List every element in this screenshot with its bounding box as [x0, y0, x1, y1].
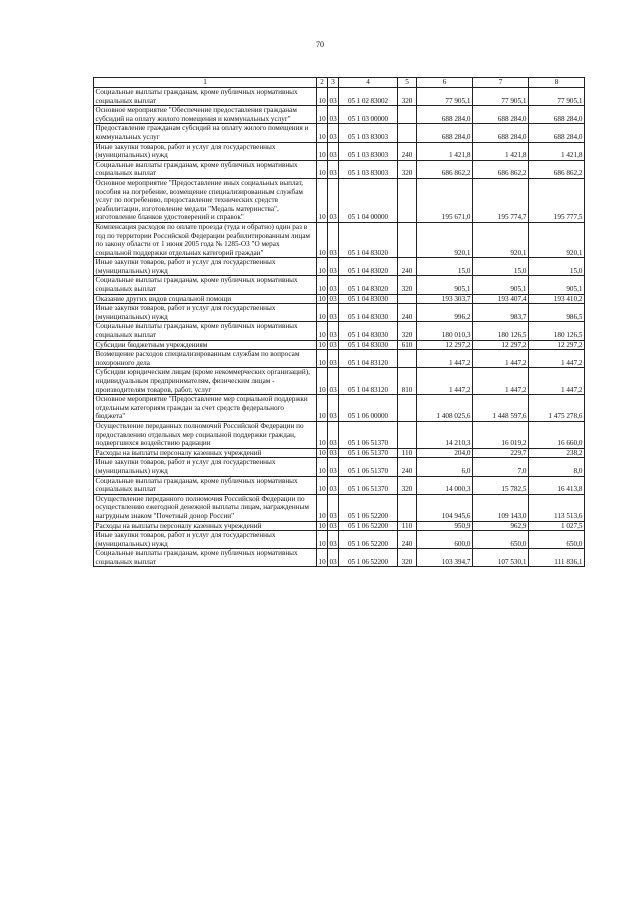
cell-section: 10: [317, 160, 328, 178]
cell-name: Иные закупки товаров, работ и услуг для государственных (муниципальных) нужд: [94, 531, 317, 549]
cell-name: Возмещение расходов специализированным службам по вопросам похоронного дела: [94, 350, 317, 368]
cell-expense-type: 320: [398, 322, 417, 340]
cell-name: Субсидии юридическим лицам (кроме некоммерческих организаций), индивидуальным предпринимателям, физическим лицам - производителям товаров, работ, услуг: [94, 368, 317, 395]
cell-section: 10: [317, 142, 328, 160]
cell-amount-2: 962,9: [473, 521, 529, 531]
table-row: [94, 368, 585, 395]
cell-target-article: 05 1 04 83020: [339, 276, 398, 294]
cell-amount-3: 986,5: [529, 304, 585, 322]
cell-section: 10: [317, 350, 328, 368]
cell-subsection: 03: [328, 88, 339, 106]
table-row: [94, 88, 585, 106]
cell-name: Основное мероприятие "Предоставление мер социальной поддержки отдельным категориям граждан за счет средств федерального бюджета": [94, 395, 317, 422]
cell-section: 10: [318, 340, 326, 349]
cell-section: 10: [317, 124, 328, 142]
cell-amount-3: 1 447,2: [529, 350, 585, 368]
table-row: [94, 124, 585, 142]
cell-subsection: 03: [328, 276, 339, 294]
cell-amount-3: 180 126,5: [529, 322, 585, 340]
cell-name: Компенсация расходов по оплате проезда (туда и обратно) один раз в год по территории Российской Федерации реабилитированным лицам по закону области от 1 июня 2005 года № 1285-ОЗ "О мерах социальной поддержки отдельных категорий граждан": [94, 222, 317, 257]
cell-amount-2: 109 143,0: [473, 494, 529, 521]
cell-expense-type: 320: [398, 476, 417, 494]
cell-amount-3: 12 297,2: [529, 340, 585, 350]
cell-amount-1: 686 862,2: [417, 160, 473, 178]
cell-name: Социальные выплаты гражданам, кроме публичных нормативных социальных выплат: [94, 549, 317, 567]
cell-amount-1: 6,0: [417, 458, 473, 476]
cell-target-article: 05 1 04 83020: [339, 258, 398, 276]
cell-amount-2: 15 782,5: [473, 476, 529, 494]
cell-target-article: 05 1 04 83030: [339, 340, 398, 350]
cell-amount-1: 1 408 025,6: [417, 395, 473, 422]
cell-target-article: 05 1 04 83030: [339, 294, 398, 304]
cell-amount-3: 1 475 278,6: [529, 395, 585, 422]
cell-section: 10: [317, 322, 328, 340]
cell-subsection: 03: [328, 106, 339, 124]
cell-section: 10: [317, 258, 328, 276]
cell-amount-1: 1 447,2: [417, 350, 473, 368]
cell-amount-2: 195 774,7: [473, 178, 529, 222]
cell-expense-type: 810: [398, 368, 417, 395]
cell-target-article: 05 1 06 51370: [339, 458, 398, 476]
cell-amount-3: 238,2: [529, 448, 585, 458]
cell-subsection: 03: [328, 350, 339, 368]
cell-amount-1: 104 945,6: [417, 494, 473, 521]
table-row: [94, 395, 585, 422]
cell-name: Осуществление переданных полномочий Российской Федерации по предоставлению отдельных мер социальной поддержки граждан, подвергшихся воздействию радиации: [94, 421, 317, 448]
cell-name: Основное мероприятие "Обеспечение предоставления гражданам субсидий на оплату жилого помещения и коммунальных услуг": [94, 106, 317, 124]
cell-expense-type: [398, 395, 417, 422]
cell-amount-2: 180 126,5: [473, 322, 529, 340]
cell-name: Социальные выплаты гражданам, кроме публичных нормативных социальных выплат: [94, 322, 317, 340]
table-row: [94, 142, 585, 160]
cell-subsection: 03: [328, 160, 339, 178]
cell-target-article: 05 1 06 51370: [339, 476, 398, 494]
cell-amount-2: 1 448 597,6: [473, 395, 529, 422]
cell-amount-1: 1 447,2: [417, 368, 473, 395]
cell-amount-1: 180 010,3: [417, 322, 473, 340]
cell-expense-type: 240: [398, 258, 417, 276]
cell-name: Социальные выплаты гражданам, кроме публичных нормативных социальных выплат: [94, 276, 317, 294]
cell-subsection: 03: [329, 294, 337, 303]
cell-target-article: 05 1 06 51370: [339, 448, 398, 458]
cell-amount-1: 15,0: [417, 258, 473, 276]
header-col-name: 1: [94, 78, 317, 88]
cell-subsection: 03: [328, 476, 339, 494]
cell-amount-2: 983,7: [473, 304, 529, 322]
cell-amount-2: 920,1: [473, 222, 529, 257]
cell-subsection: 03: [328, 395, 339, 422]
cell-amount-2: 1 447,2: [473, 368, 529, 395]
cell-expense-type: [398, 124, 417, 142]
cell-subsection: 03: [328, 142, 339, 160]
cell-amount-1: 600,0: [417, 531, 473, 549]
table-row: [94, 521, 585, 531]
cell-subsection: 03: [328, 421, 339, 448]
cell-section: 10: [317, 458, 328, 476]
cell-name: Иные закупки товаров, работ и услуг для государственных (муниципальных) нужд: [94, 304, 317, 322]
cell-target-article: 05 1 04 83030: [339, 322, 398, 340]
cell-amount-2: 229,7: [473, 448, 529, 458]
cell-name: Осуществление переданного полномочия Российской Федерации по осуществлению ежегодной денежной выплаты лицам, награжденным нагрудным знаком "Почетный донор России": [94, 494, 317, 521]
cell-amount-3: 688 284,0: [529, 106, 585, 124]
cell-amount-2: 7,0: [473, 458, 529, 476]
cell-subsection: 03: [329, 340, 337, 349]
cell-amount-2: 688 284,0: [473, 124, 529, 142]
cell-expense-type: [398, 294, 417, 304]
cell-target-article: 05 1 06 52200: [339, 521, 398, 531]
cell-amount-3: 113 513,6: [529, 494, 585, 521]
cell-amount-1: 12 297,2: [417, 340, 473, 350]
table-row: [94, 294, 585, 304]
cell-amount-3: 193 410,2: [529, 294, 585, 304]
cell-amount-3: 111 836,1: [529, 549, 585, 567]
cell-subsection: 03: [328, 178, 339, 222]
cell-amount-2: 905,1: [473, 276, 529, 294]
cell-section: 10: [317, 304, 328, 322]
cell-name: Иные закупки товаров, работ и услуг для государственных (муниципальных) нужд: [94, 258, 317, 276]
cell-amount-1: 905,1: [417, 276, 473, 294]
cell-section: 10: [317, 494, 328, 521]
header-col-amount-3: 8: [529, 78, 585, 88]
cell-subsection: 03: [328, 531, 339, 549]
cell-amount-2: 12 297,2: [473, 340, 529, 350]
table-row: [94, 531, 585, 549]
table-row: [94, 178, 585, 222]
cell-name: Социальные выплаты гражданам, кроме публичных нормативных социальных выплат: [94, 160, 317, 178]
cell-target-article: 05 1 04 00000: [339, 178, 398, 222]
cell-target-article: 05 1 06 52200: [339, 531, 398, 549]
cell-amount-2: 16 019,2: [473, 421, 529, 448]
cell-expense-type: 320: [398, 88, 417, 106]
cell-target-article: 05 1 03 00000: [339, 106, 398, 124]
cell-amount-1: 14 000,3: [417, 476, 473, 494]
cell-expense-type: 320: [398, 276, 417, 294]
cell-section: 10: [317, 421, 328, 448]
cell-amount-2: 77 905,1: [473, 88, 529, 106]
cell-target-article: 05 1 02 83002: [339, 88, 398, 106]
cell-subsection: 03: [328, 458, 339, 476]
cell-name: Субсидии бюджетным учреждениям: [94, 340, 317, 350]
table-row: [94, 276, 585, 294]
cell-name: Социальные выплаты гражданам, кроме публичных нормативных социальных выплат: [94, 476, 317, 494]
cell-section: 10: [317, 276, 328, 294]
cell-amount-2: 686 862,2: [473, 160, 529, 178]
cell-amount-2: 1 421,8: [473, 142, 529, 160]
cell-name: Социальные выплаты гражданам, кроме публичных нормативных социальных выплат: [94, 88, 317, 106]
budget-table: [93, 77, 585, 567]
cell-amount-1: 688 284,0: [417, 106, 473, 124]
cell-amount-3: 16 413,8: [529, 476, 585, 494]
cell-subsection: 03: [328, 494, 339, 521]
header-col-target-article: 4: [339, 78, 398, 88]
cell-section: 10: [318, 521, 326, 530]
cell-name: Основное мероприятие "Предоставление иных социальных выплат, пособия на погребение, возмещение специализированным службам услуг по погребению, предоставление технических средств реабилитации, изготовление медали "Медаль материнства", изготовление бланков удостоверений и справок": [94, 178, 317, 222]
cell-subsection: 03: [329, 521, 337, 530]
cell-target-article: 05 1 06 52200: [339, 549, 398, 567]
header-col-expense-type: 5: [398, 78, 417, 88]
cell-section: 10: [317, 368, 328, 395]
cell-section: 10: [317, 549, 328, 567]
cell-amount-2: 1 447,2: [473, 350, 529, 368]
cell-target-article: 05 1 06 52200: [339, 494, 398, 521]
cell-section: 10: [317, 106, 328, 124]
table-row: [94, 304, 585, 322]
cell-target-article: 05 1 03 83003: [339, 124, 398, 142]
cell-subsection: 03: [328, 549, 339, 567]
table-row: [94, 549, 585, 567]
table-body: [94, 88, 585, 567]
table-row: [94, 476, 585, 494]
cell-amount-1: 193 303,7: [417, 294, 473, 304]
cell-expense-type: 320: [398, 160, 417, 178]
table-row: [94, 350, 585, 368]
table-row: [94, 448, 585, 458]
cell-name: Расходы на выплаты персоналу казенных учреждений: [94, 521, 317, 531]
cell-amount-3: 686 862,2: [529, 160, 585, 178]
cell-expense-type: 240: [398, 531, 417, 549]
cell-amount-3: 16 660,0: [529, 421, 585, 448]
cell-target-article: 05 1 03 83003: [339, 142, 398, 160]
cell-amount-3: 1 421,8: [529, 142, 585, 160]
cell-target-article: 05 1 04 83030: [339, 304, 398, 322]
cell-expense-type: 240: [398, 458, 417, 476]
cell-amount-1: 688 284,0: [417, 124, 473, 142]
header-col-amount-2: 7: [473, 78, 529, 88]
table-row: [94, 421, 585, 448]
cell-section: 10: [317, 178, 328, 222]
cell-target-article: 05 1 03 83003: [339, 160, 398, 178]
cell-expense-type: 110: [398, 521, 417, 531]
cell-section: 10: [318, 294, 326, 303]
cell-target-article: 05 1 06 51370: [339, 421, 398, 448]
cell-expense-type: [398, 222, 417, 257]
cell-amount-3: 905,1: [529, 276, 585, 294]
header-col-amount-1: 6: [417, 78, 473, 88]
cell-section: 10: [317, 395, 328, 422]
cell-name: Расходы на выплаты персоналу казенных учреждений: [94, 448, 317, 458]
table-row: [94, 322, 585, 340]
cell-expense-type: 320: [398, 549, 417, 567]
cell-amount-1: 950,9: [417, 521, 473, 531]
page-number: 70: [316, 40, 324, 49]
cell-section: 10: [317, 88, 328, 106]
cell-subsection: 03: [328, 304, 339, 322]
cell-amount-3: 920,1: [529, 222, 585, 257]
cell-section: 10: [317, 222, 328, 257]
cell-subsection: 03: [328, 222, 339, 257]
cell-amount-1: 103 394,7: [417, 549, 473, 567]
cell-amount-2: 107 530,1: [473, 549, 529, 567]
cell-subsection: 03: [328, 322, 339, 340]
cell-expense-type: [398, 350, 417, 368]
cell-amount-3: 195 777,5: [529, 178, 585, 222]
cell-name: Иные закупки товаров, работ и услуг для государственных (муниципальных) нужд: [94, 458, 317, 476]
cell-expense-type: 240: [398, 142, 417, 160]
cell-amount-2: 650,0: [473, 531, 529, 549]
cell-section: 10: [317, 531, 328, 549]
cell-subsection: 03: [329, 448, 337, 457]
cell-subsection: 03: [328, 124, 339, 142]
cell-amount-3: 1 447,2: [529, 368, 585, 395]
table-row: [94, 258, 585, 276]
cell-target-article: 05 1 04 83120: [339, 350, 398, 368]
cell-amount-3: 688 284,0: [529, 124, 585, 142]
cell-amount-3: 77 905,1: [529, 88, 585, 106]
cell-target-article: 05 1 06 00000: [339, 395, 398, 422]
table-row: [94, 222, 585, 257]
cell-amount-2: 15,0: [473, 258, 529, 276]
cell-expense-type: 110: [398, 448, 417, 458]
table-row: [94, 106, 585, 124]
cell-amount-3: 650,0: [529, 531, 585, 549]
cell-section: 10: [317, 476, 328, 494]
cell-amount-3: 1 027,5: [529, 521, 585, 531]
table-row: [94, 340, 585, 350]
cell-expense-type: 610: [398, 340, 417, 350]
cell-expense-type: [398, 421, 417, 448]
cell-amount-1: 920,1: [417, 222, 473, 257]
cell-expense-type: [398, 178, 417, 222]
header-col-subsection: 3: [328, 78, 339, 88]
cell-expense-type: [398, 106, 417, 124]
table-row: [94, 458, 585, 476]
cell-name: Иные закупки товаров, работ и услуг для государственных (муниципальных) нужд: [94, 142, 317, 160]
cell-target-article: 05 1 04 83020: [339, 222, 398, 257]
cell-name: Предоставление гражданам субсидий на оплату жилого помещения и коммунальных услуг: [94, 124, 317, 142]
cell-amount-1: 204,0: [417, 448, 473, 458]
cell-expense-type: [398, 494, 417, 521]
cell-subsection: 03: [328, 368, 339, 395]
cell-expense-type: 240: [398, 304, 417, 322]
cell-amount-2: 688 284,0: [473, 106, 529, 124]
cell-target-article: 05 1 04 83120: [339, 368, 398, 395]
table-row: [94, 160, 585, 178]
cell-name: Оказание других видов социальной помощи: [94, 294, 317, 304]
cell-subsection: 03: [328, 258, 339, 276]
cell-amount-1: 996,2: [417, 304, 473, 322]
header-col-section: 2: [317, 78, 328, 88]
cell-amount-1: 195 671,0: [417, 178, 473, 222]
cell-section: 10: [318, 448, 326, 457]
table-header-row: [94, 78, 585, 88]
cell-amount-3: 15,0: [529, 258, 585, 276]
cell-amount-3: 8,0: [529, 458, 585, 476]
cell-amount-1: 1 421,8: [417, 142, 473, 160]
cell-amount-2: 193 407,4: [473, 294, 529, 304]
table-row: [94, 494, 585, 521]
cell-amount-1: 77 905,1: [417, 88, 473, 106]
cell-amount-1: 14 210,3: [417, 421, 473, 448]
